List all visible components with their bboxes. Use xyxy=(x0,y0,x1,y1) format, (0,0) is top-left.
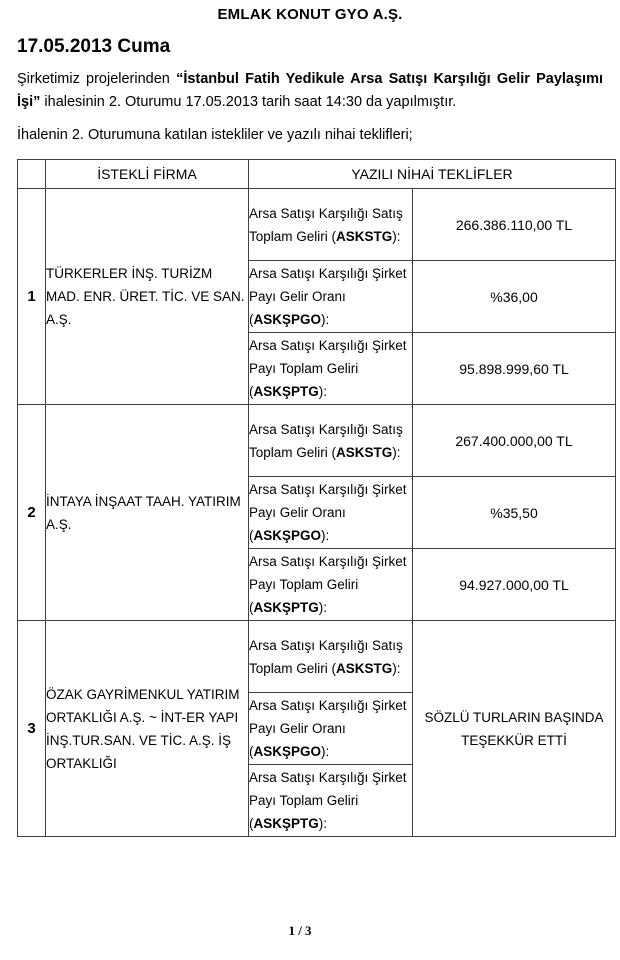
page-number: 1 / 3 xyxy=(288,923,312,938)
offer-code: ASKŞPGO xyxy=(253,744,322,759)
offer-label-text: Arsa Satışı Karşılığı Satış Toplam Geliri ( xyxy=(249,205,403,244)
table-header-row xyxy=(18,160,616,189)
offer-label xyxy=(249,765,413,837)
offer-label-text: Arsa Satışı Karşılığı Şirket Payı Toplam Geliri ( xyxy=(249,770,407,831)
offer-label-suffix: ): xyxy=(321,312,330,327)
offer-label-suffix: ): xyxy=(318,384,328,399)
offer-label-suffix: ): xyxy=(392,228,401,244)
bidder-number: 3 xyxy=(18,621,46,837)
offer-code: ASKSTG xyxy=(336,228,393,244)
table-row xyxy=(18,621,616,693)
offer-label-suffix: ): xyxy=(392,444,401,460)
intro-text-post: ihalesinin 2. Oturumu 17.05.2013 tarih saat 14:30 da yapılmıştır. xyxy=(40,94,457,110)
offer-value: 94.927.000,00 TL xyxy=(413,549,616,621)
offer-label-text: Arsa Satışı Karşılığı Satış Toplam Geliri ( xyxy=(249,637,403,676)
offer-label xyxy=(249,621,413,693)
offer-value: %35,50 xyxy=(413,477,616,549)
offer-code: ASKŞPGO xyxy=(253,312,322,327)
offer-label-suffix: ): xyxy=(321,744,330,759)
bidder-firm-name: ÖZAK GAYRİMENKUL YATIRIM ORTAKLIĞI A.Ş. ~ İNT-ER YAPI İNŞ.TUR.SAN. VE TİC. A.Ş. İŞ ORTAKLIĞI xyxy=(46,621,249,837)
offer-value: 266.386.110,00 TL xyxy=(413,189,616,261)
offer-code: ASKSTG xyxy=(336,444,393,460)
bidder-firm-name: TÜRKERLER İNŞ. TURİZM MAD. ENR. ÜRET. TİC. VE SAN. A.Ş. xyxy=(46,189,249,405)
intro-secondary-line: İhalenin 2. Oturumuna katılan istekliler ve yazılı nihai teklifleri; xyxy=(17,127,413,143)
col-header-number xyxy=(18,160,46,189)
offer-label-text: Arsa Satışı Karşılığı Şirket Payı Toplam Geliri ( xyxy=(249,338,407,399)
company-title: EMLAK KONUT GYO A.Ş. xyxy=(217,6,403,23)
offer-label-suffix: ): xyxy=(321,528,330,543)
offer-label xyxy=(249,549,413,621)
offer-code: ASKSTG xyxy=(336,660,393,676)
bidder-firm-name: İNTAYA İNŞAAT TAAH. YATIRIM A.Ş. xyxy=(46,405,249,621)
bidder-number: 1 xyxy=(18,189,46,405)
offer-value: %36,00 xyxy=(413,261,616,333)
merged-offer-note: SÖZLÜ TURLARIN BAŞINDA TEŞEKKÜR ETTİ xyxy=(413,621,616,837)
offer-label-suffix: ): xyxy=(318,600,328,615)
date-heading: 17.05.2013 Cuma xyxy=(17,36,171,57)
offer-code: ASKŞPTG xyxy=(253,600,319,615)
offer-label xyxy=(249,261,413,333)
offer-code: ASKŞPGO xyxy=(253,528,322,543)
bidder-number: 2 xyxy=(18,405,46,621)
offer-code: ASKŞPTG xyxy=(253,816,319,831)
bidders-table xyxy=(17,159,616,837)
offer-label-text: Arsa Satışı Karşılığı Şirket Payı Gelir Oranı ( xyxy=(249,698,407,759)
table-row xyxy=(18,405,616,477)
offer-label-text: Arsa Satışı Karşılığı Şirket Payı Gelir Oranı ( xyxy=(249,266,407,327)
offer-label-text: Arsa Satışı Karşılığı Şirket Payı Gelir Oranı ( xyxy=(249,482,407,543)
offer-label-text: Arsa Satışı Karşılığı Satış Toplam Geliri ( xyxy=(249,421,403,460)
offer-label xyxy=(249,333,413,405)
offer-value: 267.400.000,00 TL xyxy=(413,405,616,477)
offer-label xyxy=(249,189,413,261)
col-header-offers: YAZILI NİHAİ TEKLİFLER xyxy=(249,160,616,189)
table-row xyxy=(18,189,616,261)
offer-value: 95.898.999,60 TL xyxy=(413,333,616,405)
offer-label xyxy=(249,405,413,477)
offer-label-text: Arsa Satışı Karşılığı Şirket Payı Toplam Geliri ( xyxy=(249,554,407,615)
intro-paragraph xyxy=(17,68,603,114)
offer-label-suffix: ): xyxy=(392,660,401,676)
offer-label xyxy=(249,477,413,549)
intro-text-bold: “İstanbul Fatih Yedikule Arsa Satışı Karşılığı Gelir Paylaşımı İşi” xyxy=(17,71,603,110)
offer-label-suffix: ): xyxy=(318,816,328,831)
col-header-firm: İSTEKLİ FİRMA xyxy=(46,160,249,189)
intro-text-pre: Şirketimiz projelerinden xyxy=(17,71,177,87)
offer-label xyxy=(249,693,413,765)
offer-code: ASKŞPTG xyxy=(253,384,319,399)
